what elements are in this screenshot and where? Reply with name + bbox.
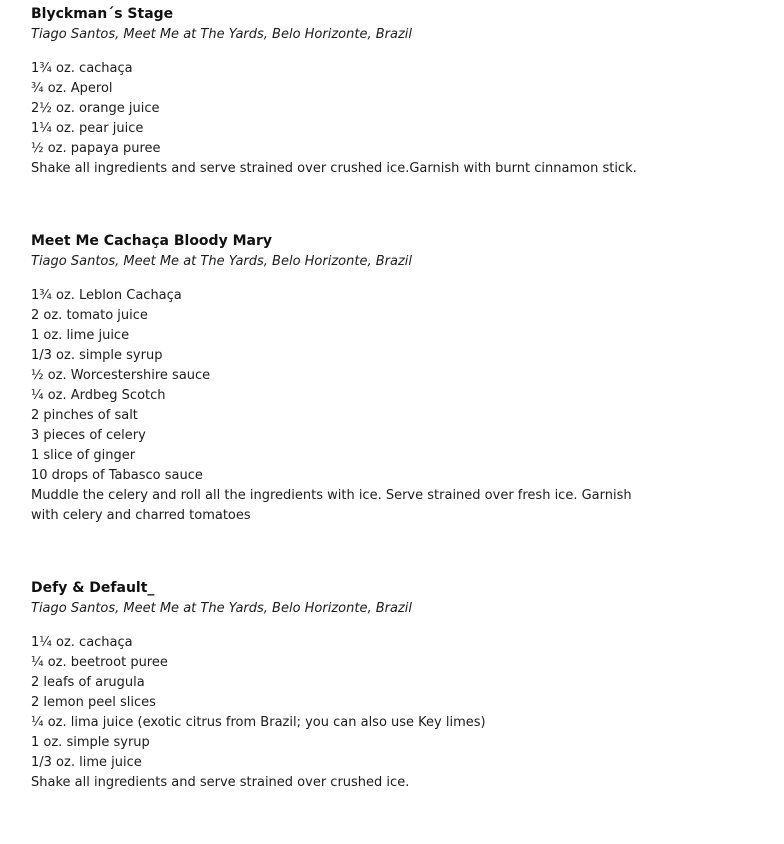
ingredient-line: 1¼ oz. pear juice — [31, 121, 144, 136]
ingredient-line: 1 oz. simple syrup — [31, 735, 150, 750]
ingredient-line: ¼ oz. lima juice (exotic citrus from Brazil; you can also use Key limes) — [31, 715, 486, 730]
ingredient-line: ¼ oz. Ardbeg Scotch — [31, 388, 166, 403]
ingredient-line: 3 pieces of celery — [31, 428, 146, 443]
recipe-title: Blyckman´s Stage — [31, 6, 174, 22]
recipe-section-defy-and-default — [31, 577, 660, 793]
ingredient-list — [31, 286, 660, 486]
ingredient-line: ½ oz. Worcestershire sauce — [31, 368, 211, 383]
ingredient-line: 2 leafs of arugula — [31, 675, 145, 690]
ingredient-line: 1 slice of ginger — [31, 448, 136, 463]
ingredient-line: 10 drops of Tabasco sauce — [31, 468, 203, 483]
ingredient-line: 1¾ oz. cachaça — [31, 61, 133, 76]
ingredient-line: ¾ oz. Aperol — [31, 81, 113, 96]
ingredient-line: 2 lemon peel slices — [31, 695, 156, 710]
recipe-attribution: Tiago Santos, Meet Me at The Yards, Belo Horizonte, Brazil — [31, 254, 412, 269]
recipe-header — [31, 3, 660, 45]
recipe-header — [31, 230, 660, 272]
ingredient-line: 2 oz. tomato juice — [31, 308, 148, 323]
ingredient-line: 2½ oz. orange juice — [31, 101, 160, 116]
ingredient-line: 1/3 oz. lime juice — [31, 755, 142, 770]
ingredient-line: ½ oz. papaya puree — [31, 141, 161, 156]
instructions-paragraph: Shake all ingredients and serve strained over crushed ice. — [31, 775, 410, 790]
instructions-paragraph: Shake all ingredients and serve strained over crushed ice.Garnish with burnt cinnamon stick. — [31, 161, 637, 176]
recipe-title: Defy & Default_ — [31, 580, 155, 596]
instructions-paragraph: Muddle the celery and roll all the ingredients with ice. Serve strained over fresh ice. Garnish with celery and charred tomatoes — [31, 488, 632, 523]
ingredient-line: 1 oz. lime juice — [31, 328, 130, 343]
ingredient-line: 1/3 oz. simple syrup — [31, 348, 163, 363]
ingredient-list — [31, 633, 660, 773]
ingredient-line: 2 pinches of salt — [31, 408, 138, 423]
ingredient-line: 1¾ oz. Leblon Cachaça — [31, 288, 182, 303]
recipe-section-meet-me-cachaca-bloody-mary — [31, 230, 660, 526]
recipe-header — [31, 577, 660, 619]
recipe-title: Meet Me Cachaça Bloody Mary — [31, 233, 272, 249]
recipe-attribution: Tiago Santos, Meet Me at The Yards, Belo Horizonte, Brazil — [31, 27, 412, 42]
ingredient-line: ¼ oz. beetroot puree — [31, 655, 168, 670]
recipe-attribution: Tiago Santos, Meet Me at The Yards, Belo Horizonte, Brazil — [31, 601, 412, 616]
recipe-section-blyckmans-stage — [31, 3, 660, 179]
ingredient-line: 1¼ oz. cachaça — [31, 635, 133, 650]
ingredient-list — [31, 59, 660, 159]
